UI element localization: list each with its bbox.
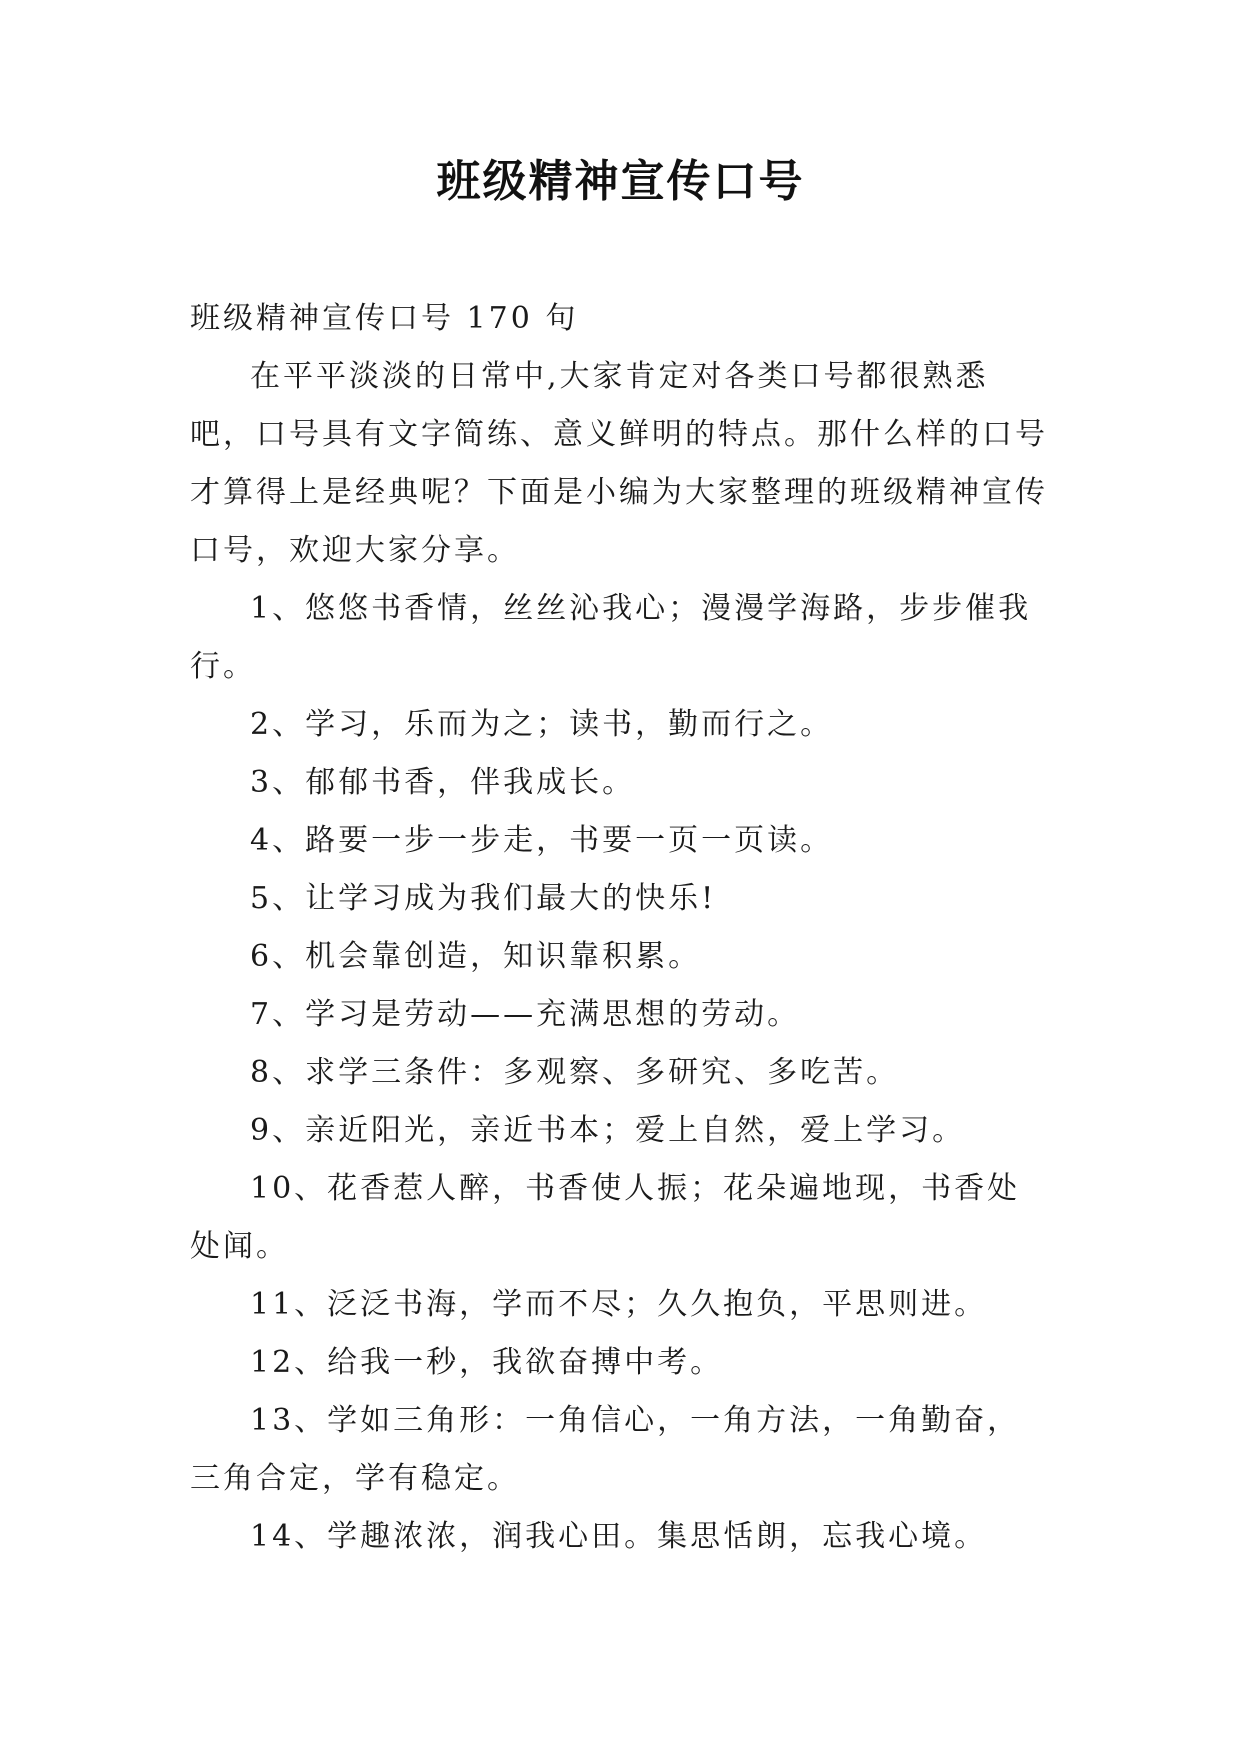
slogan-item: 3、郁郁书香，伴我成长。	[250, 765, 636, 800]
slogan-item: 1、悠悠书香情，丝丝沁我心；漫漫学海路，步步催我行。	[190, 591, 1032, 684]
slogan-item: 4、路要一步一步走，书要一页一页读。	[250, 823, 834, 858]
slogan-item: 7、学习是劳动——充满思想的劳动。	[250, 997, 801, 1032]
slogan-item: 6、机会靠创造，知识靠积累。	[250, 939, 702, 974]
slogan-item: 12、给我一秒，我欲奋搏中考。	[250, 1345, 724, 1380]
slogan-item: 14、学趣浓浓，润我心田。集思恬朗，忘我心境。	[250, 1519, 988, 1554]
slogan-item: 11、泛泛书海，学而不尽；久久抱负，平思则进。	[250, 1287, 988, 1322]
slogan-item: 5、让学习成为我们最大的快乐!	[250, 881, 717, 916]
document-body	[190, 290, 1050, 1566]
document-subtitle: 班级精神宣传口号 170 句	[190, 301, 579, 336]
slogan-item: 10、花香惹人醉，书香使人振；花朵遍地现，书香处处闻。	[190, 1171, 1021, 1264]
document-title: 班级精神宣传口号	[436, 156, 805, 207]
intro-paragraph: 在平平淡淡的日常中,大家肯定对各类口号都很熟悉吧，口号具有文字简练、意义鲜明的特点。那什么样的口号才算得上是经典呢？下面是小编为大家整理的班级精神宣传口号，欢迎大家分享。	[190, 359, 1048, 568]
slogan-item: 9、亲近阳光，亲近书本；爱上自然，爱上学习。	[250, 1113, 966, 1148]
slogan-item: 8、求学三条件：多观察、多研究、多吃苦。	[250, 1055, 900, 1090]
slogan-item: 2、学习，乐而为之；读书，勤而行之。	[250, 707, 834, 742]
slogan-item: 13、学如三角形：一角信心，一角方法，一角勤奋，三角合定，学有稳定。	[190, 1403, 1021, 1496]
